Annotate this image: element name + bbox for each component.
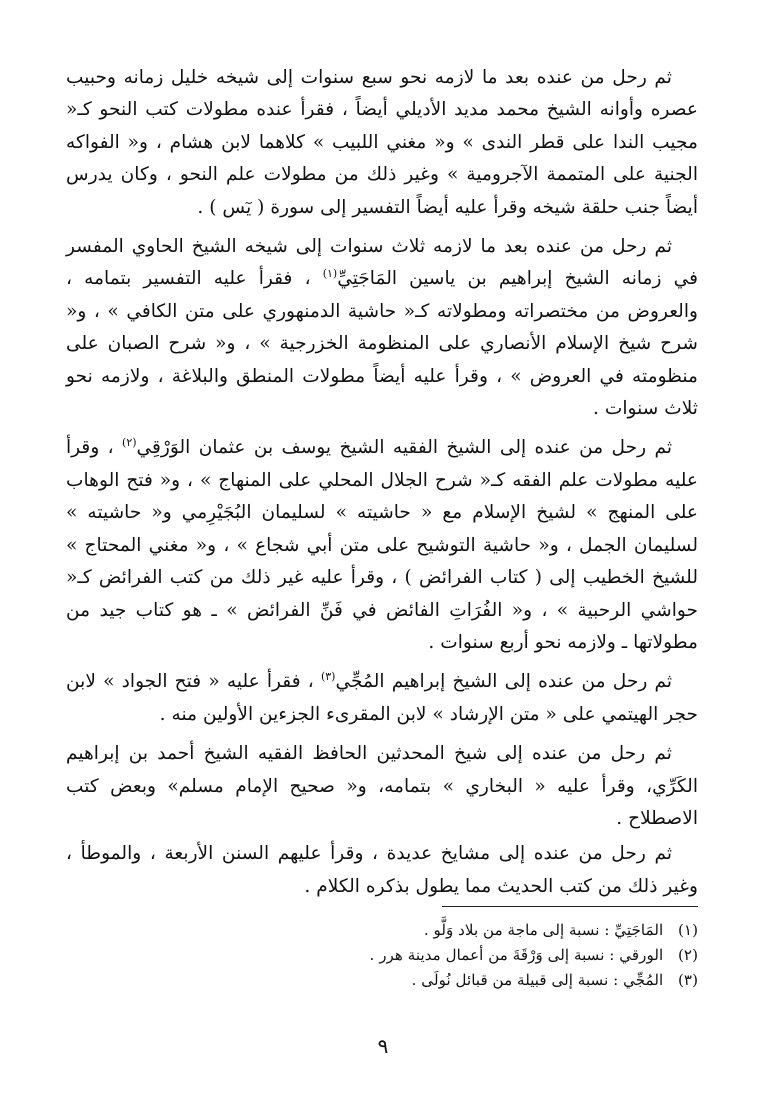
paragraph-3: [66, 432, 698, 659]
paragraph-4-text-a: ثم رحل من عنده إلى الشيخ إبراهيم المُجِّي: [335, 671, 673, 693]
footnote-reference-2[interactable]: (٢): [122, 436, 137, 450]
footnote-1-text: المَاجَتِيِّ : نسبة إلى ماجة من بلاد وَلَّو .: [423, 921, 664, 939]
paragraph-5: [66, 738, 698, 835]
paragraph-1-text: ثم رحل من عنده بعد ما لازمه نحو سبع سنوات إلى شيخه خليل زمانه وحبيب عصره وأوانه الشيخ محمد مديد الأديلي أيضاً ، فقرأ عنده مطولات كتب النحو كـ« مجيب الندا على قطر الندى » و« مغني اللبيب » كلاهما لابن هشام ، و« الفواكه الجنية على المتممة الآجرومية » وغير ذلك من مطولات علم النحو ، وكان يدرس أيضاً جنب حلقة شيخه وقرأ عليه أيضاً التفسير إلى سورة ( يٓس ) .: [66, 67, 698, 218]
footnote-3-number: (٣): [677, 971, 698, 989]
paragraph-5-text: ثم رحل من عنده إلى شيخ المحدثين الحافظ الفقيه الشيخ أحمد بن إبراهيم الكَرِّي، وقرأ عليه « البخاري » بتمامه، و« صحيح الإمام مسلم» وبعض كتب الاصطلاح .: [66, 743, 698, 829]
paragraph-2-text-b: ، فقرأ عليه التفسير بتمامه ، والعروض من مختصراته ومطولاته كـ« حاشية الدمنهوري على متن الكافي » ، و« شرح شيخ الإسلام الأنصاري على المنظومة الخزرجية » ، و« شرح الصبان على منظومته في العروض » ، وقرأ عليه أيضاً مطولات المنطق والبلاغة ، ولازمه نحو ثلاث سنوات .: [66, 268, 698, 420]
paragraph-2-text-a: ثم رحل من عنده بعد ما لازمه ثلاث سنوات إلى شيخه الشيخ الحاوي المفسر في زمانه الشيخ إبراهيم بن ياسين المَاجَتِيِّ: [66, 236, 698, 290]
footnotes: [138, 918, 698, 993]
footnote-3-text: المُجِّي : نسبة إلى قبيلة من قبائل نُولَى .: [411, 971, 664, 989]
footnote-2: [138, 943, 698, 968]
footnote-separator-rule: [442, 906, 698, 907]
paragraph-3-text-a: ثم رحل من عنده إلى الشيخ الفقيه الشيخ يوسف بن عثمان الوَرْقِي: [136, 437, 672, 459]
paragraph-1: [66, 62, 698, 224]
footnote-reference-1[interactable]: (١): [322, 267, 338, 281]
paragraph-6: [66, 838, 698, 903]
paragraph-4: [66, 666, 698, 731]
paragraph-2: [66, 231, 698, 425]
paragraph-6-text: ثم رحل من عنده إلى مشايخ عديدة ، وقرأ عليهم السنن الأربعة ، والموطأ ، وغير ذلك من كتب الحديث مما يطول بذكره الكلام .: [66, 843, 698, 897]
paragraph-4-text-b: ، فقرأ عليه « فتح الجواد » لابن حجر الهيتمي على « متن الإرشاد » لابن المقرىء الجزءين الأولين منه .: [66, 671, 698, 725]
footnote-2-number: (٢): [677, 946, 698, 964]
footnote-reference-3[interactable]: (٣): [320, 670, 336, 684]
footnote-1-number: (١): [677, 921, 698, 939]
paragraph-3-text-b: ، وقرأ عليه مطولات علم الفقه كـ« شرح الجلال المحلي على المنهاج » ، و« فتح الوهاب على المنهج » لشيخ الإسلام مع « حاشيته » لسليمان البُجَيْرِمي و« حاشيته » لسليمان الجمل ، و« حاشية التوشيح على متن أبي شجاع » ، و« مغني المحتاج » للشيخ الخطيب إلى ( كتاب الفرائض ) ، وقرأ عليه غير ذلك من كتب الفرائض كـ« حواشي الرحبية » ، و« الفُرَاتِ الفائض في فَنِّ الفرائض » ـ هو كتاب جيد من مطولاتها ـ ولازمه نحو أربع سنوات .: [66, 437, 698, 653]
footnote-2-text: الورقي : نسبة إلى وَرْقَةَ من أعمال مدينة هرر .: [369, 946, 664, 964]
page-number: ٩: [377, 1034, 389, 1058]
body-text: [66, 62, 698, 906]
footnote-1: [138, 918, 698, 943]
footnote-3: [138, 968, 698, 993]
